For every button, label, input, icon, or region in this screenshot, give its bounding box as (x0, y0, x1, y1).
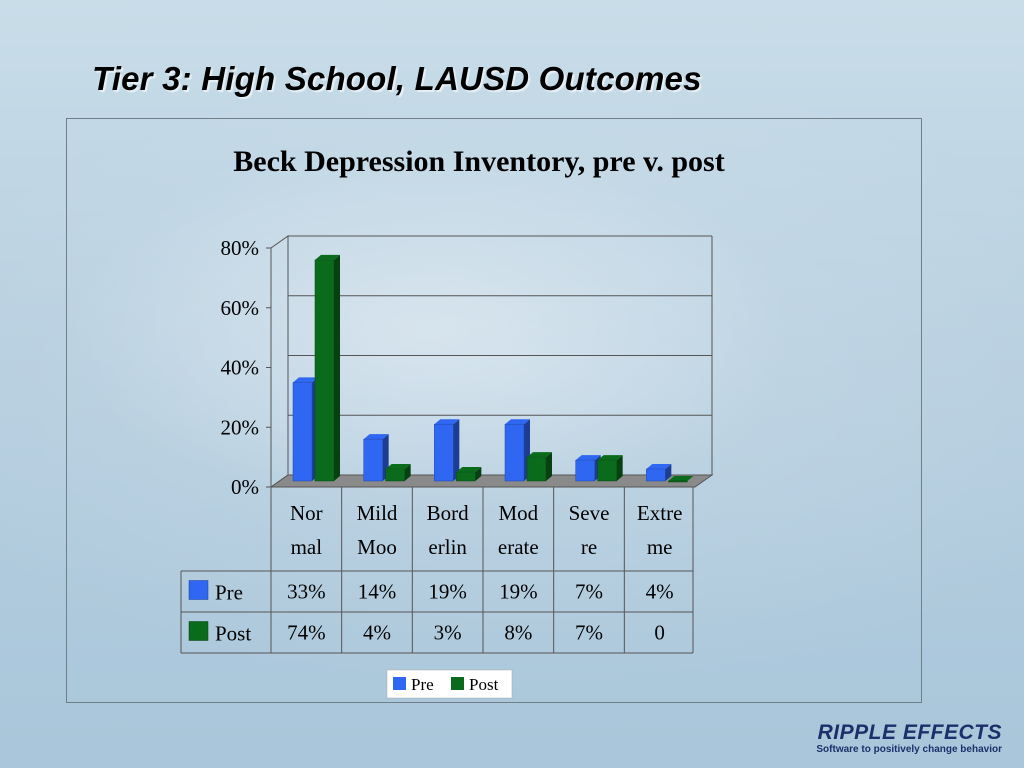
logo-tagline: Software to positively change behavior (816, 744, 1002, 755)
x-category-label: re (580, 535, 598, 559)
x-category-label: erate (497, 535, 539, 559)
bar-pre (646, 469, 665, 481)
bar-post (668, 481, 687, 482)
logo-name: RIPPLE EFFECTS (817, 721, 1002, 744)
chart-title: Beck Depression Inventory, pre v. post (233, 145, 725, 178)
x-category-label: me (646, 535, 673, 559)
y-tick-label: 60% (220, 295, 259, 320)
data-label: 7% (575, 620, 603, 645)
bar-pre (293, 382, 312, 481)
bar-post (598, 460, 617, 481)
data-label: 4% (645, 579, 674, 604)
y-tick-label: 40% (220, 355, 259, 380)
legend-label: Post (469, 675, 499, 694)
data-label: 0 (654, 620, 665, 645)
x-category-label: Moo (357, 535, 397, 559)
data-label: 14% (357, 579, 397, 604)
legend-label: Pre (411, 675, 434, 694)
x-category-label: Nor (289, 501, 323, 525)
data-label: 4% (363, 620, 391, 645)
bar-post (315, 260, 334, 481)
x-category-label: Bord (426, 501, 469, 525)
x-category-label: Seve (568, 501, 610, 525)
data-label: 7% (575, 579, 603, 604)
x-category-label: Mild (356, 501, 398, 525)
y-tick-label: 80% (220, 236, 259, 260)
data-label: 19% (428, 579, 467, 604)
x-category-label: Extre (636, 501, 683, 525)
data-label: 33% (287, 579, 326, 604)
bar-post (386, 469, 405, 481)
y-tick-label: 20% (220, 415, 259, 440)
bar-pre (364, 439, 383, 481)
bar-pre (576, 460, 595, 481)
x-category-label: erlin (428, 535, 467, 559)
table-legend-key-pre (189, 581, 208, 600)
slide-title: Tier 3: High School, LAUSD Outcomes (92, 60, 702, 97)
bar-pre (434, 424, 453, 481)
data-label: 19% (499, 579, 538, 604)
x-category-label: Mod (498, 501, 539, 525)
data-label: 8% (504, 620, 533, 645)
y-tick-label: 0% (231, 475, 259, 499)
data-label: 74% (287, 620, 326, 645)
table-series-name: Post (215, 621, 252, 646)
legend-swatch-post (451, 677, 464, 690)
bar-side (334, 255, 340, 481)
data-label: 3% (433, 620, 462, 645)
table-series-name: Pre (215, 580, 243, 605)
bar-post (456, 472, 475, 481)
legend-swatch-pre (393, 677, 406, 690)
bar-post (527, 457, 546, 481)
table-legend-key-post (189, 622, 208, 641)
bar-pre (505, 424, 524, 481)
ripple-effects-logo (816, 722, 1002, 756)
x-category-label: mal (290, 535, 323, 559)
side-wall (271, 236, 288, 487)
bar-side (546, 452, 552, 481)
